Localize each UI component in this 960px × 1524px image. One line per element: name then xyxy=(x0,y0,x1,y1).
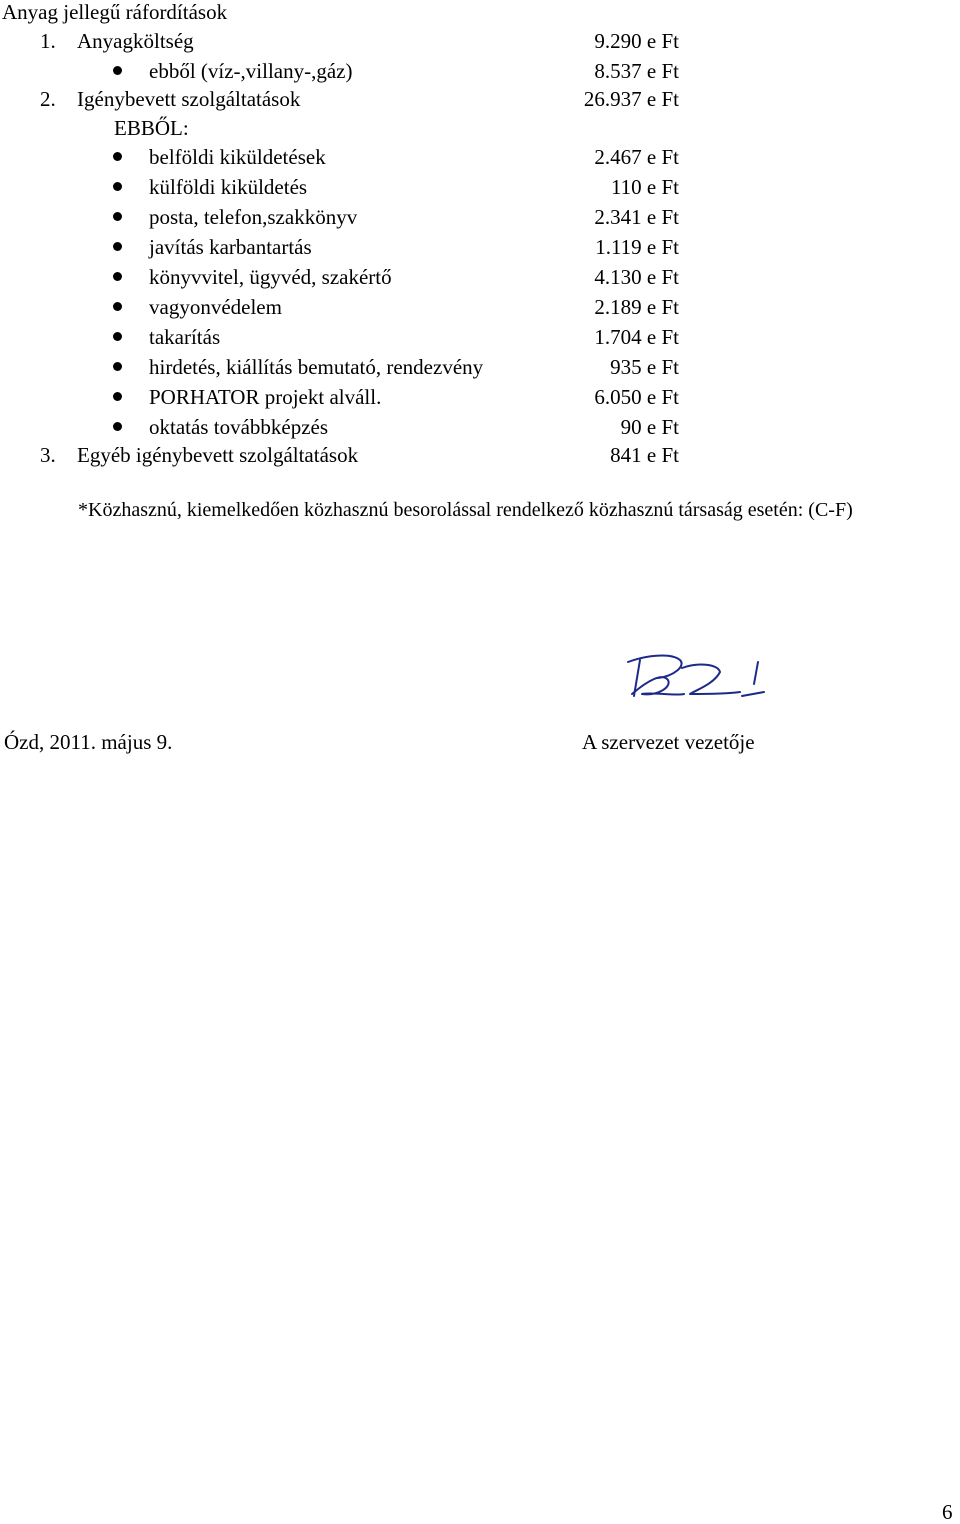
item-amount: 26.937 e Ft xyxy=(583,87,679,111)
item-label: Anyagköltség xyxy=(77,29,194,53)
item-label: Igénybevett szolgáltatások xyxy=(77,87,301,111)
item-number: 3. xyxy=(40,443,56,467)
item-amount: 8.537 e Ft xyxy=(594,59,679,83)
item-label: takarítás xyxy=(149,325,221,349)
item-amount: 90 e Ft xyxy=(620,415,679,439)
place-date: Ózd, 2011. május 9. xyxy=(4,730,173,754)
item-amount: 4.130 e Ft xyxy=(594,265,679,289)
item-amount: 2.467 e Ft xyxy=(594,145,679,169)
item-label: Egyéb igénybevett szolgáltatások xyxy=(77,443,359,467)
page-number: 6 xyxy=(942,1500,953,1524)
item-number: 1. xyxy=(40,29,56,53)
item-label: PORHATOR projekt alváll. xyxy=(149,385,382,409)
bullet-icon xyxy=(113,182,122,191)
item-amount: 1.119 e Ft xyxy=(595,235,679,259)
signatory-title: A szervezet vezetője xyxy=(582,730,755,754)
bullet-icon xyxy=(113,422,122,431)
item-label: külföldi kiküldetés xyxy=(149,175,308,199)
item-amount: 6.050 e Ft xyxy=(594,385,679,409)
footnote: *Közhasznú, kiemelkedően közhasznú besorolással rendelkező közhasznú társaság esetén: (C-F) xyxy=(78,499,853,521)
item-label: javítás karbantartás xyxy=(149,235,312,259)
item-amount: 935 e Ft xyxy=(610,355,679,379)
item-label: vagyonvédelem xyxy=(149,295,282,319)
item-amount: 2.189 e Ft xyxy=(594,295,679,319)
item-number: 2. xyxy=(40,87,56,111)
bullet-icon xyxy=(113,392,122,401)
bullet-icon xyxy=(113,332,122,341)
item-label: ebből (víz-,villany-,gáz) xyxy=(149,59,353,83)
item-label: posta, telefon,szakkönyv xyxy=(149,205,358,229)
section-heading: Anyag jellegű ráfordítások xyxy=(2,0,228,24)
bullet-icon xyxy=(113,152,122,161)
bullet-icon xyxy=(113,302,122,311)
item-label: hirdetés, kiállítás bemutató, rendezvény xyxy=(149,355,484,379)
item-amount: 2.341 e Ft xyxy=(594,205,679,229)
item-amount: 9.290 e Ft xyxy=(594,29,679,53)
item-amount: 110 e Ft xyxy=(610,175,679,199)
bullet-icon xyxy=(113,212,122,221)
signature-image xyxy=(622,650,768,706)
item-amount: 841 e Ft xyxy=(610,443,679,467)
bullet-icon xyxy=(113,272,122,281)
subsection-label: EBBŐL: xyxy=(114,116,189,140)
bullet-icon xyxy=(113,66,122,75)
bullet-icon xyxy=(113,362,122,371)
bullet-icon xyxy=(113,242,122,251)
item-label: oktatás továbbképzés xyxy=(149,415,329,439)
item-label: belföldi kiküldetések xyxy=(149,145,326,169)
item-label: könyvvitel, ügyvéd, szakértő xyxy=(149,265,392,289)
item-amount: 1.704 e Ft xyxy=(594,325,679,349)
